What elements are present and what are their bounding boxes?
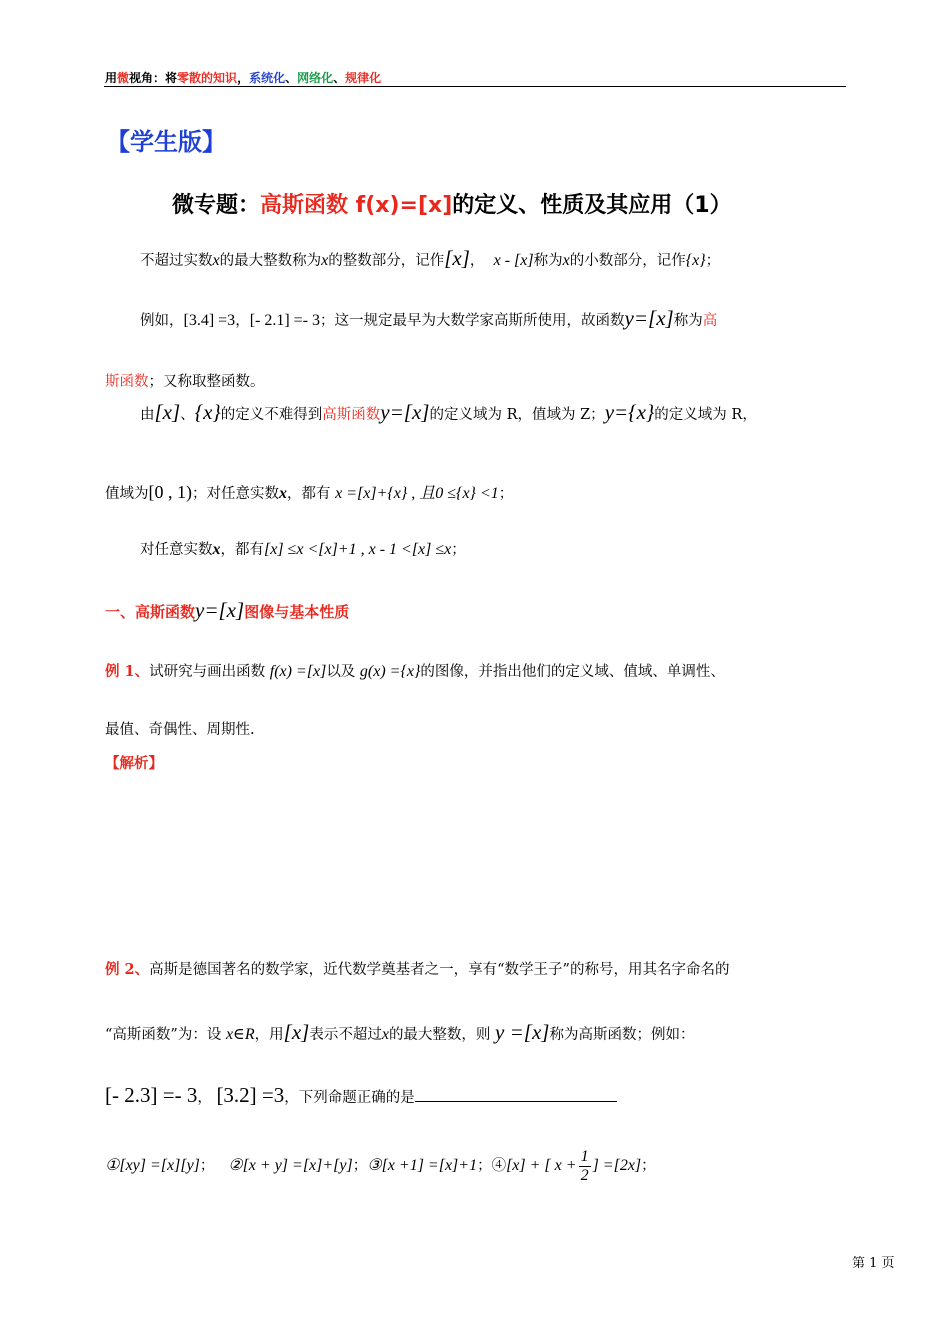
fraction-one-half bbox=[579, 1148, 591, 1184]
math: [x] + [ x + bbox=[506, 1157, 577, 1175]
text: 以及 bbox=[326, 664, 356, 680]
option-4: ④ bbox=[491, 1158, 507, 1175]
answer-blank[interactable] bbox=[415, 1087, 617, 1102]
text: 高斯是德国著名的数学家，近代数学奠基者之一，享有“数学王子”的称号，用其名字命名的 bbox=[149, 962, 730, 978]
text: 由 bbox=[140, 407, 155, 423]
header-text: 视角：将 bbox=[129, 71, 178, 85]
example-2-line-3 bbox=[105, 1083, 617, 1108]
math: [x] bbox=[283, 1020, 310, 1044]
math: x∈R bbox=[225, 1026, 255, 1043]
math: [3.2] =3 bbox=[216, 1083, 285, 1107]
page-title bbox=[172, 188, 732, 219]
def-line-5 bbox=[105, 480, 513, 503]
def-line-1 bbox=[140, 246, 720, 271]
text: ，都有 bbox=[287, 486, 331, 502]
def-line-4 bbox=[140, 400, 757, 425]
text: ； bbox=[705, 253, 721, 269]
text: 称为高斯函数；例如： bbox=[549, 1027, 695, 1043]
option-3: ③[x +1] =[x]+1 bbox=[367, 1157, 478, 1175]
math: x bbox=[279, 485, 287, 502]
math: [0 , 1) bbox=[148, 482, 192, 502]
text: 例如， bbox=[140, 313, 184, 329]
example-2-options bbox=[105, 1148, 656, 1184]
math: [3.4] =3 bbox=[183, 312, 236, 329]
text: 称为 bbox=[533, 253, 563, 269]
header-divider bbox=[104, 86, 846, 87]
math: [x] ≤x <[x]+1 , x - 1 <[x] ≤x bbox=[264, 541, 452, 558]
math: y=[x] bbox=[624, 306, 674, 330]
math: y=[x] bbox=[380, 400, 430, 424]
header-text: 规律化 bbox=[345, 71, 382, 85]
text: “高斯函数”为：设 bbox=[105, 1027, 222, 1043]
example-label: 例 2 bbox=[105, 961, 135, 978]
title-highlight: 高斯函数 f(x)=[x] bbox=[260, 193, 453, 218]
text: 图像与基本性质 bbox=[244, 603, 350, 621]
analysis-label: 【解析】 bbox=[105, 755, 163, 772]
text: 高斯函数 bbox=[322, 407, 381, 423]
example-2-line-2 bbox=[105, 1020, 694, 1045]
example-2-line-1 bbox=[105, 958, 729, 979]
text: ； bbox=[199, 1158, 215, 1175]
text: 的定义域为 R，值域为 Z； bbox=[429, 407, 605, 423]
denominator: 2 bbox=[580, 1166, 589, 1184]
header-text: 、 bbox=[333, 71, 346, 85]
text: 称为 bbox=[673, 313, 703, 329]
math: ] =[2x] bbox=[592, 1157, 642, 1175]
header-text: 系统化 bbox=[249, 71, 286, 85]
text: 对任意实数 bbox=[140, 542, 213, 558]
text: ， bbox=[197, 1090, 212, 1106]
text: 、 bbox=[180, 407, 195, 423]
text: 的定义不难得到 bbox=[220, 407, 323, 423]
title-prefix: 微专题： bbox=[172, 193, 261, 218]
text: ， bbox=[469, 253, 485, 269]
text: 高 bbox=[702, 313, 718, 329]
page-number: 第 1 页 bbox=[852, 1256, 895, 1271]
text: ；这一规定最早为大数学家高斯所使用，故函数 bbox=[320, 313, 625, 329]
math: x bbox=[381, 1026, 389, 1043]
text: 表示不超过 bbox=[309, 1027, 382, 1043]
text: 的定义域为 R， bbox=[654, 407, 757, 423]
text: 值域为 bbox=[105, 486, 149, 502]
text: 的整数部分，记作 bbox=[328, 253, 445, 269]
math: y =[x] bbox=[495, 1020, 550, 1044]
text: 、 bbox=[134, 961, 150, 978]
text: 斯函数 bbox=[105, 374, 149, 390]
title-suffix: 的定义、性质及其应用（1） bbox=[452, 193, 732, 218]
text: 试研究与画出函数 bbox=[149, 664, 266, 680]
numerator: 1 bbox=[580, 1148, 589, 1165]
header-text: 、 bbox=[285, 71, 298, 85]
example-1-line-2: 最值、奇偶性、周期性. bbox=[105, 722, 255, 738]
text: ； bbox=[451, 542, 466, 558]
text: 的图像，并指出他们的定义域、值域、单调性、 bbox=[420, 664, 725, 680]
math: [x] bbox=[154, 400, 181, 424]
math: {x} bbox=[194, 400, 221, 424]
header-text: 用 bbox=[105, 71, 118, 85]
option-2: ②[x + y] =[x]+[y] bbox=[228, 1157, 353, 1175]
text: ，都有 bbox=[220, 542, 264, 558]
version-label: 【学生版】 bbox=[106, 128, 226, 156]
math: x - [x] bbox=[493, 252, 534, 269]
text: ，下列命题正确的是 bbox=[284, 1090, 415, 1106]
text: 一、高斯函数 bbox=[105, 603, 196, 621]
text: 、 bbox=[134, 663, 150, 680]
math: [x] bbox=[444, 246, 470, 270]
header-text: ， bbox=[237, 71, 250, 85]
text: 的最大整数称为 bbox=[219, 253, 322, 269]
example-1-line-1 bbox=[105, 660, 725, 681]
math: [- 2.1] =- 3 bbox=[249, 312, 321, 329]
math: x bbox=[212, 541, 221, 558]
text: ；又称取整函数。 bbox=[148, 374, 265, 390]
page-header bbox=[105, 69, 381, 86]
math: [- 2.3] =- 3 bbox=[105, 1083, 198, 1107]
text: ； bbox=[498, 486, 514, 502]
option-1: ①[xy] =[x][y] bbox=[105, 1157, 200, 1175]
math: f(x) =[x] bbox=[269, 663, 327, 680]
header-text: 网络化 bbox=[297, 71, 334, 85]
math: x bbox=[321, 252, 329, 269]
text: ； bbox=[477, 1158, 492, 1175]
def-line-6 bbox=[140, 538, 466, 559]
math: y={x} bbox=[604, 400, 655, 424]
def-line-2 bbox=[140, 306, 717, 331]
math: y=[x] bbox=[195, 598, 245, 622]
text: ， bbox=[235, 313, 250, 329]
text: ； bbox=[641, 1158, 656, 1175]
section-heading bbox=[105, 598, 349, 623]
text: 不超过实数 bbox=[140, 253, 213, 269]
text: ；对任意实数 bbox=[192, 486, 279, 502]
math: g(x) ={x} bbox=[359, 663, 421, 680]
header-text: 微 bbox=[117, 71, 130, 85]
math: x =[x]+{x} , 且0 ≤{x} <1 bbox=[335, 485, 499, 502]
def-line-3 bbox=[105, 370, 265, 391]
math: x bbox=[212, 252, 220, 269]
header-text: 零散的知识 bbox=[177, 71, 238, 85]
math: {x} bbox=[685, 252, 706, 269]
text: ； bbox=[352, 1158, 368, 1175]
example-label: 例 1 bbox=[105, 663, 135, 680]
text: ，用 bbox=[254, 1027, 284, 1043]
text: 的小数部分，记作 bbox=[569, 253, 686, 269]
text: 的最大整数，则 bbox=[388, 1027, 491, 1043]
math: x bbox=[562, 252, 570, 269]
